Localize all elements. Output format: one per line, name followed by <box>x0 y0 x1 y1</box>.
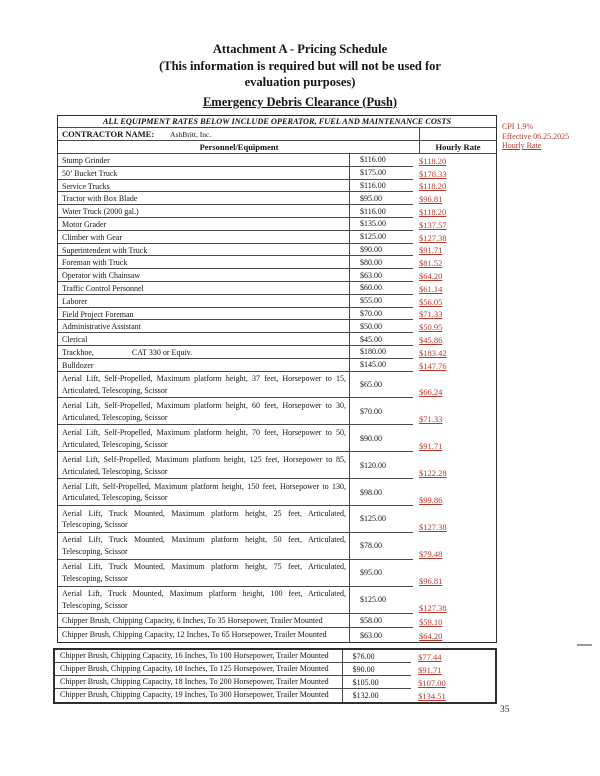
equipment-cell: Aerial Lift, Self-Propelled, Maximum platform height, 70 feet, Horsepower to 50, Articulated, Telescoping, Scissor <box>58 425 349 452</box>
title-subtext-1: (This information is required but will not be used for <box>159 58 441 73</box>
table-row <box>55 663 495 676</box>
rate-cell: $132.00 <box>342 689 411 702</box>
contractor-name-label: CONTRACTOR NAME: <box>62 129 155 139</box>
cpi-rate-value: $127.38 <box>418 232 447 243</box>
cpi-rate-value: $147.76 <box>418 360 447 371</box>
cpi-rate-value: $56.05 <box>418 296 443 307</box>
rate-cell: $125.00 <box>349 506 413 533</box>
rate-cell: $95.00 <box>349 192 413 205</box>
cpi-rate-value: $71.33 <box>418 309 443 320</box>
equipment-cell: Water Truck (2000 gal.) <box>58 205 349 218</box>
cpi-rate-value: $96.81 <box>418 194 443 205</box>
table-row <box>58 320 496 333</box>
rate-cell: $105.00 <box>342 676 411 689</box>
rate-cell: $175.00 <box>349 167 413 180</box>
scan-artifact-dash <box>577 644 592 646</box>
table-row <box>58 506 496 533</box>
equipment-cell: Aerial Lift, Truck Mounted, Maximum platform height, 100 feet, Articulated, Telescoping, Scissor <box>58 587 349 614</box>
table-header-row <box>58 141 496 154</box>
cpi-rate-value: $77.44 <box>418 652 442 662</box>
table-row <box>58 308 496 321</box>
table-banner-row <box>58 116 496 128</box>
page-title: Attachment A - Pricing Schedule <box>212 42 388 56</box>
cpi-rate-value: $137.57 <box>418 219 447 230</box>
equipment-cell: Chipper Brush, Chipping Capacity, 16 Inches, To 100 Horsepower, Trailer Mounted <box>55 650 342 663</box>
cpi-rate-value: $71.33 <box>418 414 443 425</box>
rate-cell: $98.00 <box>349 479 413 506</box>
table-row <box>58 192 496 205</box>
pricing-table-continued <box>53 648 497 704</box>
equipment-cell: Chipper Brush, Chipping Capacity, 12 Inches, To 65 Horsepower, Trailer Mounted <box>62 629 327 639</box>
table-row <box>58 244 496 257</box>
equipment-cell: Aerial Lift, Self-Propelled, Maximum platform height, 37 feet, Horsepower to 15, Articulated, Telescoping, Scissor <box>58 372 349 399</box>
cpi-rate-value: $118.20 <box>418 206 447 217</box>
section-title: Emergency Debris Clearance (Push) <box>202 94 398 109</box>
table-row <box>58 180 496 193</box>
table-row <box>58 587 496 614</box>
equipment-cell: Chipper Brush, Chipping Capacity, 6 Inches, To 35 Horsepower, Trailer Mounted <box>58 614 349 628</box>
table-row <box>58 425 496 452</box>
equipment-column-header: Personnel/Equipment <box>58 141 419 154</box>
cpi-rate-value: $91.71 <box>418 665 442 675</box>
contractor-name-value: AshBritt, Inc. <box>170 130 212 139</box>
rate-cell: $60.00 <box>349 282 413 295</box>
cpi-rate-value: $183.42 <box>418 347 447 358</box>
equipment-cell: Climber with Gear <box>58 231 349 244</box>
table-row <box>58 628 496 642</box>
cpi-rate-value: $122.28 <box>418 468 447 479</box>
cpi-rate-value: $64.20 <box>418 631 443 642</box>
rate-column-header: Hourly Rate <box>419 141 496 154</box>
rate-cell: $55.00 <box>349 295 413 308</box>
rate-cell: $116.00 <box>349 205 413 218</box>
cpi-rate-value: $59.10 <box>418 616 443 627</box>
equipment-cell: Operator with Chainsaw <box>58 269 349 282</box>
cpi-rate-value: $99.86 <box>418 495 443 505</box>
rate-cell: $78.00 <box>349 533 413 560</box>
cpi-rate-value: $178.33 <box>418 168 447 179</box>
table-row <box>58 205 496 218</box>
equipment-cell: Administrative Assistant <box>58 320 349 333</box>
cpi-rate-value: $61.14 <box>418 283 443 294</box>
rate-cell: $76.00 <box>342 650 411 663</box>
equipment-cell: Aerial Lift, Truck Mounted, Maximum platform height, 75 feet, Articulated, Telescoping, Scissor <box>58 560 349 587</box>
rate-cell: $63.00 <box>349 628 413 642</box>
rate-cell: $58.00 <box>349 614 413 628</box>
table-row <box>58 231 496 244</box>
cpi-rate-value: $81.52 <box>418 258 443 269</box>
table-row <box>55 689 495 702</box>
rate-cell: $125.00 <box>349 231 413 244</box>
equipment-cell: Tractor with Box Blade <box>58 192 349 205</box>
equipment-cell: 50’ Bucket Truck <box>58 167 349 180</box>
rate-cell: $50.00 <box>349 320 413 333</box>
equipment-cell: Chipper Brush, Chipping Capacity, 19 Inches, To 300 Horsepower, Trailer Mounted <box>60 690 329 699</box>
rate-cell: $63.00 <box>349 269 413 282</box>
equipment-cell: Aerial Lift, Self-Propelled, Maximum platform height, 150 feet, Horsepower to 130, Articulated, Telescoping, Scissor <box>58 479 349 506</box>
equipment-cell: Traffic Control Personnel <box>58 282 349 295</box>
table-row <box>58 218 496 231</box>
cpi-rate-value: $96.81 <box>418 575 443 586</box>
table-row <box>58 560 496 587</box>
cpi-rate-value: $66.24 <box>418 387 443 398</box>
pricing-table <box>57 115 497 643</box>
rate-cell: $90.00 <box>342 663 411 676</box>
equipment-cell: Chipper Brush, Chipping Capacity, 18 Inches, To 200 Horsepower, Trailer Mounted <box>55 676 342 689</box>
equipment-cell: Bulldozer <box>58 359 349 372</box>
rate-cell: $135.00 <box>349 218 413 231</box>
equipment-cell-note: CAT 330 or Equiv. <box>131 347 193 357</box>
equipment-cell: Clerical <box>58 333 349 346</box>
table-row <box>58 614 496 628</box>
equipment-cell: Service Trucks <box>58 180 349 193</box>
table-row <box>58 533 496 560</box>
rate-cell: $120.00 <box>349 452 413 479</box>
equipment-cell: Chipper Brush, Chipping Capacity, 18 Inches, To 125 Horsepower, Trailer Mounted <box>55 663 342 676</box>
cpi-rate-value: $107.00 <box>418 678 446 688</box>
table-row <box>58 452 496 479</box>
rate-cell: $125.00 <box>349 587 413 614</box>
table-row <box>55 650 495 663</box>
table-row <box>58 359 496 372</box>
cpi-rate-value: $50.95 <box>418 322 443 333</box>
cpi-percent-note: CPI 1.9% <box>502 122 534 131</box>
rate-cell: $116.00 <box>349 154 413 167</box>
table-row <box>58 346 496 359</box>
equipment-cell: Stump Grinder <box>58 154 349 167</box>
cpi-column-header: Hourly Rate <box>502 141 542 151</box>
cpi-rate-value: $127.38 <box>418 602 447 613</box>
cpi-rate-value: $127.38 <box>418 521 447 532</box>
cpi-rate-value: $91.71 <box>418 245 443 256</box>
equipment-cell: Superintendent with Truck <box>58 244 349 257</box>
cpi-annotation <box>502 122 569 151</box>
equipment-cell: Aerial Lift, Truck Mounted, Maximum platform height, 25 feet, Articulated, Telescoping, Scissor <box>58 506 349 533</box>
page-number: 35 <box>500 705 510 715</box>
table-row <box>58 333 496 346</box>
rate-cell: $90.00 <box>349 244 413 257</box>
document-title-block <box>0 41 600 110</box>
rate-cell: $45.00 <box>349 333 413 346</box>
rate-cell: $95.00 <box>349 560 413 587</box>
equipment-cell: Field Project Foreman <box>58 308 349 321</box>
cpi-rate-value: $134.51 <box>418 691 446 701</box>
contractor-rate-cell-empty <box>419 128 496 141</box>
equipment-cell: Aerial Lift, Self-Propelled, Maximum platform height, 125 feet, Horsepower to 85, Articulated, Telescoping, Scissor <box>58 452 349 479</box>
table-row <box>58 269 496 282</box>
contractor-row <box>58 128 496 141</box>
equipment-cell: Motor Grader <box>58 218 349 231</box>
table-row <box>58 398 496 425</box>
table-row <box>58 479 496 506</box>
equipment-cell: Trackhoe, CAT 330 or Equiv. <box>58 346 349 359</box>
cpi-rate-value: $79.48 <box>418 548 443 559</box>
cpi-rate-value: $118.20 <box>418 181 447 192</box>
equipment-cell: Aerial Lift, Self-Propelled, Maximum platform height, 60 feet, Horsepower to 30, Articulated, Telescoping, Scissor <box>58 398 349 425</box>
rate-cell: $116.00 <box>349 180 413 193</box>
rate-cell: $65.00 <box>349 372 413 399</box>
table-row <box>58 154 496 167</box>
cpi-rate-value: $64.20 <box>418 270 443 281</box>
rate-cell: $70.00 <box>349 308 413 321</box>
table-row <box>58 167 496 180</box>
cpi-rate-value: $118.20 <box>418 155 447 166</box>
rate-cell: $90.00 <box>349 425 413 452</box>
table-row <box>58 256 496 269</box>
table-row <box>55 676 495 689</box>
table-row <box>58 372 496 399</box>
equipment-cell: Aerial Lift, Truck Mounted, Maximum platform height, 50 feet, Articulated, Telescoping, Scissor <box>58 533 349 560</box>
rate-cell: $180.00 <box>349 346 413 359</box>
table-row <box>58 295 496 308</box>
cpi-effective-date: Effective 06.25.2025 <box>502 131 570 141</box>
rate-cell: $70.00 <box>349 398 413 425</box>
equipment-cell: Foreman with Truck <box>58 256 349 269</box>
cpi-rate-value: $45.86 <box>418 334 443 345</box>
cpi-rate-value: $91.71 <box>418 441 443 452</box>
table-row <box>58 282 496 295</box>
equipment-cell: Laborer <box>58 295 349 308</box>
rate-cell: $80.00 <box>349 256 413 269</box>
banner-text: ALL EQUIPMENT RATES BELOW INCLUDE OPERATOR, FUEL AND MAINTENANCE COSTS <box>58 116 496 128</box>
rate-cell: $145.00 <box>349 359 413 372</box>
title-subtext-2: evaluation purposes) <box>244 75 356 89</box>
